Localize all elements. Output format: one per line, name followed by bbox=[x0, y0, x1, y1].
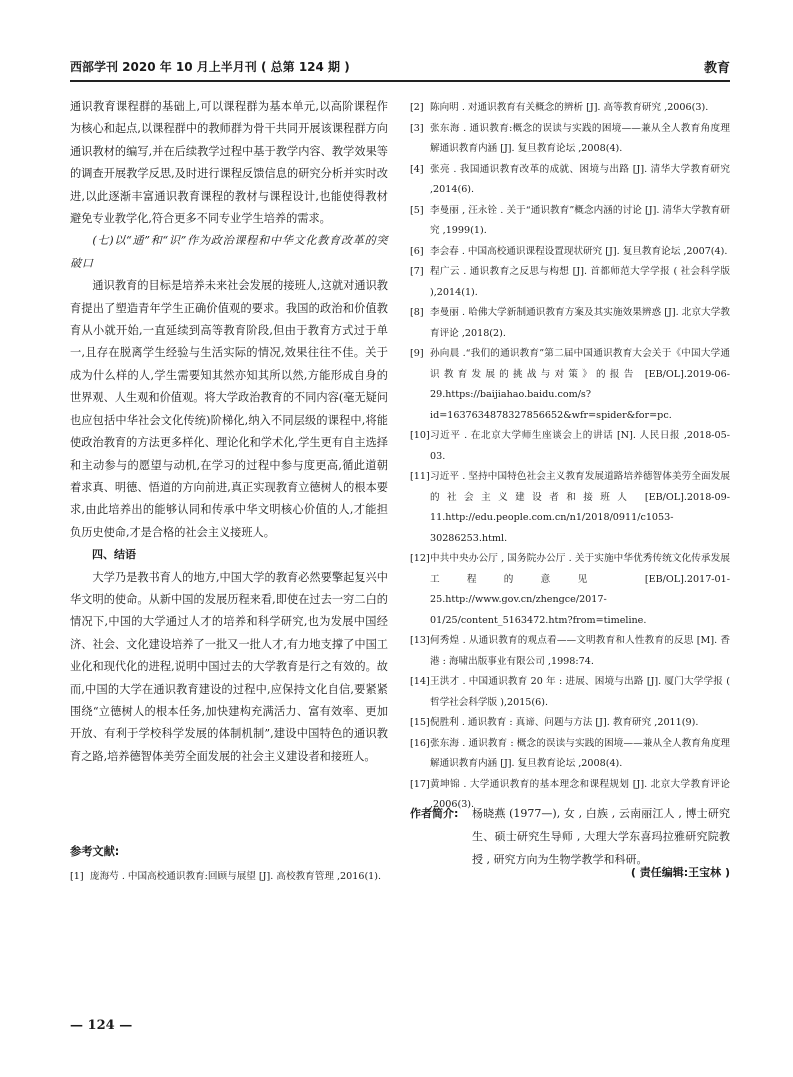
reference-text: 倪胜利 . 通识教育 : 真谛、问题与方法 [J]. 教育研究 ,2011(9). bbox=[430, 717, 699, 728]
reference-item bbox=[410, 344, 730, 426]
reference-item bbox=[70, 867, 388, 888]
paragraph-3: 大学乃是教书育人的地方,中国大学的教育必然要擎起复兴中华文明的使命。从新中国的发展历程来看,即使在过去一穷二白的情况下,中国的大学通过人才的培养和科学研究,也为发展中国经济、社会、文化建设培养了一批又一批人才,有力地支撑了中国工业化和现代化的进程,说明中国过去的大学教育是行之有效的。故而,中国的大学在通识教育建设的过程中,应保持文化自信,要紧紧围绕“立德树人的根本任务,加快建构充满活力、富有效率、更加开放、有利于学校科学发展的体制机制”,建设中国特色的通识教育之路,培养德智体美劳全面发展的社会主义建设者和接班人。 bbox=[70, 570, 388, 763]
reference-number: [9] bbox=[410, 348, 424, 359]
reference-text: 中共中央办公厅 , 国务院办公厅 . 关于实施中华优秀传统文化传承发展工程的意见 [EB/OL].2017-01-25.http://www.gov.cn/zhengce/2017-01/25/content_5163472.htm?from=timeline. bbox=[430, 553, 730, 626]
reference-number: [7] bbox=[410, 266, 424, 277]
reference-number: [1] bbox=[70, 871, 84, 882]
journal-issue: 西部学刊 2020 年 10 月上半月刊 ( 总第 124 期 ) bbox=[70, 60, 350, 74]
reference-item bbox=[410, 631, 730, 672]
reference-number: [12] bbox=[410, 553, 430, 564]
reference-item bbox=[410, 160, 730, 201]
reference-number: [3] bbox=[410, 122, 424, 134]
reference-text: 陈向明 . 对通识教育有关概念的辨析 [J]. 高等教育研究 ,2006(3). bbox=[430, 102, 709, 113]
reference-text: 孙向晨 .“我们的通识教育”第二届中国通识教育大会关于《中国大学通识教育发展的挑战与对策》的报告 [EB/OL].2019-06-29.https://baijiahao.baidu.com/s?id=1637634878327856652&wfr=spider&for=pc. bbox=[430, 348, 730, 421]
reference-item bbox=[410, 672, 730, 713]
reference-text: 黄坤锦 . 大学通识教育的基本理念和课程规划 [J]. 北京大学教育评论 ,2006(3). bbox=[430, 778, 730, 810]
reference-number: [2] bbox=[410, 102, 424, 113]
reference-number: [6] bbox=[410, 245, 424, 257]
page-number: — 124 — bbox=[70, 1018, 133, 1033]
reference-item bbox=[410, 549, 730, 631]
reference-item bbox=[410, 426, 730, 467]
paragraph-2: 通识教育的目标是培养未来社会发展的接班人,这就对通识教育提出了塑造青年学生正确价值观的要求。我国的政治和价值教育从小就开始,一直延续到高等教育阶段,但由于教育方式过于单一,且存在脱离学生经验与生活实际的情况,效果往往不佳。关于成为什么样的人,学生需要知其然亦知其所以然,方能形成自身的世界观、人生观和价值观。将大学政治教育的不同内容(毫无疑问也应包括中华社会文化传统)阶梯化,纳入不同层级的课程中,将能使政治教育的方法更多样化、理论化和学术化,学生更有自主选择和主动参与的愿望与动机,在学习的过程中参与度更高,循此道朝着求真、明德、悟道的方向前进,真正实现教育立德树人的根本要求,由此培养出的能够认同和传承中华文明核心价值的人,才能担负历史使命,才是合格的社会主义接班人。 bbox=[70, 279, 388, 539]
reference-text: 习近平 . 在北京大学师生座谈会上的讲话 [N]. 人民日报 ,2018-05-03. bbox=[430, 430, 730, 462]
reference-number: [16] bbox=[410, 737, 430, 749]
reference-text: 王洪才 . 中国通识教育 20 年 : 进展、困境与出路 [J]. 厦门大学学报 ( 哲学社会科学版 ),2015(6). bbox=[430, 676, 730, 708]
reference-text: 张亮 . 我国通识教育改革的成就、困境与出路 [J]. 清华大学教育研究 ,2014(6). bbox=[430, 163, 730, 195]
responsible-editor: ( 责任编辑:王宝林 ) bbox=[630, 866, 730, 879]
author-text: 杨晓燕 (1977—), 女 , 白族 , 云南丽江人 , 博士研究生、硕士研究生导师 , 大理大学东喜玛拉雅研究院教授 , 研究方向为生物学教学和科研。 bbox=[472, 807, 730, 866]
author-bio bbox=[410, 802, 730, 871]
reference-item bbox=[410, 713, 730, 734]
reference-item bbox=[410, 262, 730, 303]
references-title: 参考文献: bbox=[70, 845, 120, 858]
section-name: 教育 bbox=[703, 61, 730, 76]
page-header bbox=[70, 56, 730, 78]
reference-text: 张东海 . 通识教育 : 概念的误读与实践的困境——兼从全人教育角度理解通识教育内涵 [J]. 复旦教育论坛 ,2008(4). bbox=[430, 737, 730, 769]
subsection-heading: (七)以“通”和“识”作为政治课程和中华文化教育改革的突破口 bbox=[70, 234, 388, 270]
reference-text: 何秀煌 . 从通识教育的观点看——文明教育和人性教育的反思 [M]. 香港 : 海啸出版事业有限公司 ,1998:74. bbox=[430, 635, 730, 667]
references-right bbox=[410, 98, 730, 816]
paragraph-1: 通识教育课程群的基础上,可以课程群为基本单元,以高阶课程作为核心和起点,以课程群中的教师群为骨干共同开展该课程群方向通识教材的编写,并在后续教学过程中基于教学内容、教学效果等的调查开展教学反思,及时进行课程反馈信息的研究分析并实时改进,以此逐渐丰富通识教育课程的教材与课程设计,也能使得教材避免专业教学化,符合更多不同专业学生培养的需求。 bbox=[70, 100, 388, 226]
reference-item bbox=[410, 242, 730, 263]
left-column bbox=[70, 96, 388, 768]
reference-text: 张东海 . 通识教育:概念的误读与实践的困境——兼从全人教育角度理解通识教育内涵 [J]. 复旦教育论坛 ,2008(4). bbox=[430, 122, 730, 154]
author-label: 作者简介: bbox=[410, 807, 459, 820]
reference-number: [8] bbox=[410, 307, 424, 318]
reference-number: [4] bbox=[410, 163, 424, 175]
reference-item bbox=[410, 303, 730, 344]
reference-number: [15] bbox=[410, 717, 430, 728]
reference-number: [14] bbox=[410, 676, 430, 687]
reference-item bbox=[410, 201, 730, 242]
reference-text: 李曼丽 , 汪永铨 . 关于“通识教育”概念内涵的讨论 [J]. 清华大学教育研究 ,1999(1). bbox=[430, 204, 730, 236]
reference-item bbox=[410, 734, 730, 775]
header-rule bbox=[70, 80, 730, 82]
reference-text: 庞海芍 . 中国高校通识教育:回顾与展望 [J]. 高校教育管理 ,2016(1). bbox=[90, 871, 382, 882]
reference-item bbox=[410, 98, 730, 119]
references-left bbox=[70, 867, 388, 888]
reference-text: 李会春 . 中国高校通识课程设置现状研究 [J]. 复旦教育论坛 ,2007(4). bbox=[430, 245, 728, 257]
reference-item bbox=[410, 467, 730, 549]
reference-number: [17] bbox=[410, 778, 430, 790]
reference-text: 习近平 . 坚持中国特色社会主义教育发展道路培养德智体美劳全面发展的社会主义建设者和接班人 [EB/OL].2018-09-11.http://edu.people.com.cn/n1/2018/0911/c1053-30286253.html. bbox=[430, 471, 730, 544]
reference-text: 李曼丽 . 哈佛大学新制通识教育方案及其实施效果辨惑 [J]. 北京大学教育评论 ,2018(2). bbox=[430, 307, 730, 339]
reference-number: [11] bbox=[410, 471, 430, 482]
reference-number: [13] bbox=[410, 635, 430, 646]
reference-text: 程广云 . 通识教育之反思与构想 [J]. 首都师范大学学报 ( 社会科学版 ),2014(1). bbox=[430, 266, 730, 298]
section-heading-conclusion: 四、结语 bbox=[92, 548, 136, 562]
reference-number: [10] bbox=[410, 430, 430, 441]
reference-item bbox=[410, 119, 730, 160]
reference-number: [5] bbox=[410, 204, 424, 216]
